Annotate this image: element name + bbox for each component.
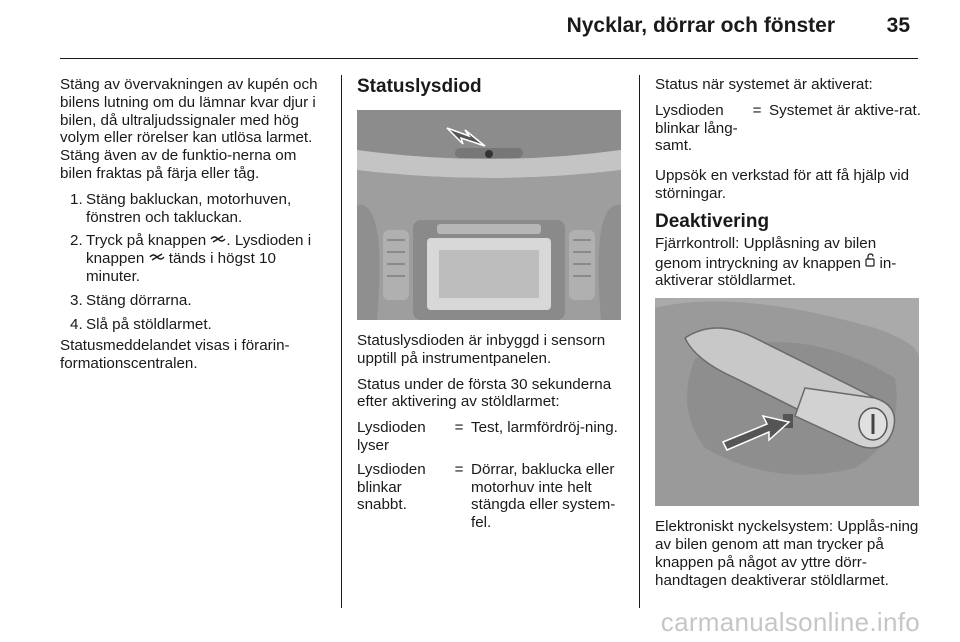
page-number: 35 [886, 14, 910, 37]
status-active-intro: Status när systemet är aktiverat: [655, 76, 873, 93]
list-item [60, 191, 330, 227]
column-divider [341, 75, 342, 608]
table-row [655, 102, 923, 161]
step-number: 2. [70, 232, 83, 250]
status-intro: Status under de första 30 sekunderna efter aktivering av stöldlarmet: [357, 375, 612, 411]
unlock-padlock-icon [865, 253, 875, 273]
alarm-sensor-icon [149, 250, 165, 268]
status-equals: = [454, 419, 464, 437]
list-item [60, 292, 330, 310]
step-text-middle: . Lysdioden i knappen [86, 232, 312, 268]
status-value: Test, larmfördröj-ning. [471, 419, 618, 437]
column-middle [357, 76, 625, 544]
watermark: carmanualsonline.info [660, 607, 920, 637]
step-text: Stäng dörrarna. [86, 291, 192, 309]
remote-text-before: Fjärrkontroll: Upplåsning av bilen genom intryckning av knappen [655, 234, 877, 272]
header-divider [60, 58, 918, 59]
status-equals: = [752, 101, 762, 119]
section-heading: Deaktivering [655, 210, 770, 232]
table-row [357, 461, 625, 538]
steps-list [60, 191, 330, 334]
step-number: 3. [70, 291, 83, 309]
step-number: 1. [70, 190, 83, 208]
status-table [357, 419, 625, 538]
column-right [655, 76, 923, 597]
alarm-sensor-icon [210, 232, 226, 250]
outro-paragraph: Statusmeddelandet visas i förarin-formationscentralen. [60, 337, 290, 373]
list-item [60, 316, 330, 334]
step-text-before: Tryck på knappen [86, 232, 211, 250]
electronic-key-paragraph: Elektroniskt nyckelsystem: Upplås-ning av bilen genom att man trycker på knappen på något av yttre dörr-handtagen deaktiverar stöldlarmet. [655, 518, 919, 589]
page-title: Nycklar, dörrar och fönster [566, 14, 835, 37]
workshop-paragraph: Uppsök en verkstad för att få hjälp vid störningar. [655, 167, 910, 202]
remote-text-after: in-aktiverar stöldlarmet. [655, 254, 897, 290]
step-number: 4. [70, 315, 83, 333]
section-heading: Statuslysdiod [357, 76, 482, 97]
intro-paragraph: Stäng av övervakningen av kupén och bilens lutning om du lämnar kvar djur i bilen, då ultraljudssignaler med hög volym eller rörelser kan utlösa larmet. Stäng även av de funktio-nerna om bilen fraktas på färja eller tåg. [60, 76, 318, 182]
photo-caption: Statuslysdioden är inbyggd i sensorn upptill på instrumentpanelen. [357, 332, 606, 367]
table-row [357, 419, 625, 461]
step-text-after: tänds i högst 10 minuter. [86, 250, 276, 285]
door-handle-photo [655, 298, 919, 506]
column-divider [639, 75, 640, 608]
remote-paragraph [655, 235, 923, 290]
step-text: Stäng bakluckan, motorhuven, fönstren och takluckan. [86, 190, 292, 226]
status-table [655, 102, 923, 161]
status-equals: = [454, 460, 464, 478]
step-text: Slå på stöldlarmet. [86, 315, 212, 333]
list-item [60, 232, 330, 285]
dashboard-sensor-photo [357, 110, 621, 320]
status-value: Dörrar, baklucka eller motorhuv inte helt stängda eller system-fel. [471, 460, 616, 532]
status-value: Systemet är aktive-rat. [769, 101, 921, 119]
status-label: Lysdioden blinkar lång-samt. [655, 101, 738, 155]
column-left [60, 76, 330, 381]
status-label: Lysdioden lyser [357, 419, 426, 454]
status-label: Lysdioden blinkar snabbt. [357, 460, 426, 514]
